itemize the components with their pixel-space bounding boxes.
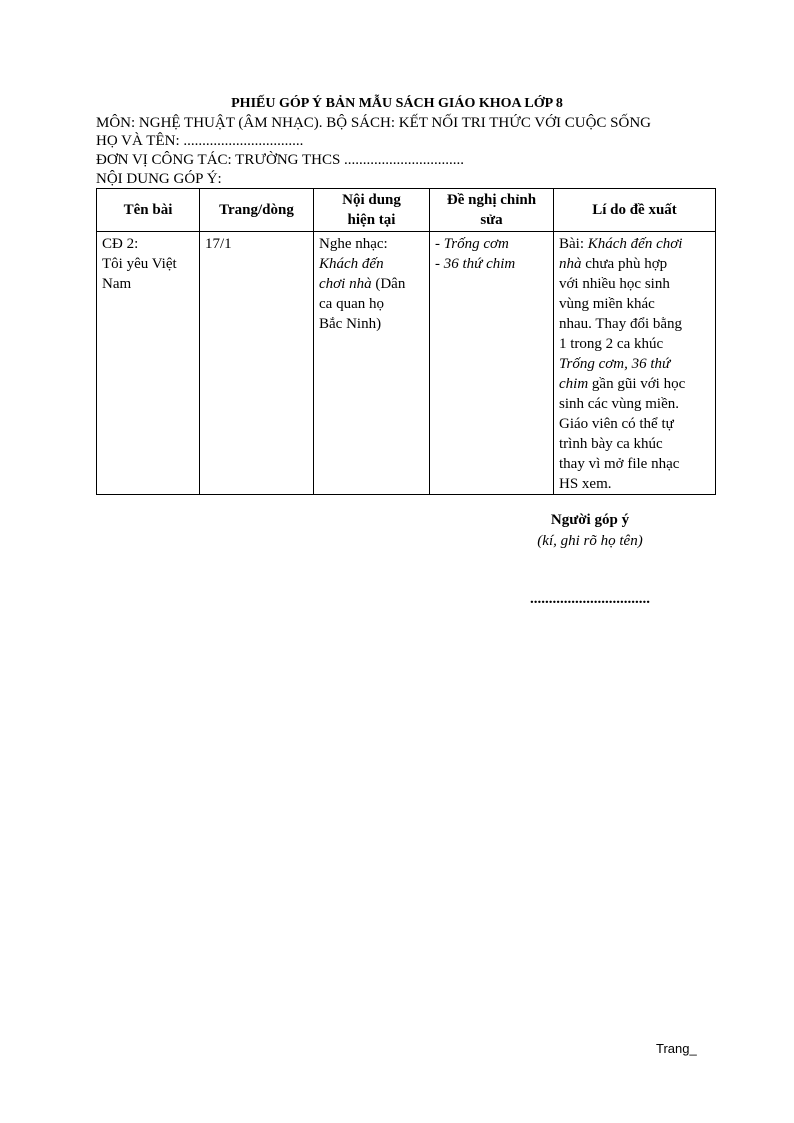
content-l2: Khách đến bbox=[319, 256, 384, 272]
fullname-line: HỌ VÀ TÊN: ................................ bbox=[96, 133, 304, 149]
reason-k: gần gũi với học bbox=[588, 376, 686, 392]
header-suggested-edit-l1: Đề nghị chỉnh bbox=[446, 192, 537, 208]
header-page-line: Trang/dòng bbox=[200, 189, 314, 232]
table-header-row bbox=[97, 189, 716, 232]
content-l5: Bắc Ninh) bbox=[319, 316, 382, 332]
table-row bbox=[97, 232, 716, 495]
header-reason: Lí do đề xuất bbox=[554, 189, 716, 232]
reason-m: Giáo viên có thể tự bbox=[559, 416, 674, 432]
signature-line: ................................ bbox=[530, 591, 650, 607]
reason-p: HS xem. bbox=[559, 476, 612, 492]
feedback-table bbox=[96, 188, 716, 495]
reason-l: sinh các vùng miền. bbox=[559, 396, 679, 412]
lesson-name-l2: Tôi yêu Việt bbox=[102, 256, 177, 272]
reason-f: vùng miền khác bbox=[559, 296, 655, 312]
workplace-line: ĐƠN VỊ CÔNG TÁC: TRƯỜNG THCS ................................ bbox=[96, 152, 465, 168]
content-l4: ca quan họ bbox=[319, 296, 384, 312]
suggest-1: Trống cơm bbox=[443, 236, 509, 252]
cell-lesson-name bbox=[97, 232, 200, 495]
content-l3a: chơi nhà bbox=[319, 276, 372, 292]
reason-i: Trống cơm, 36 thứ bbox=[559, 356, 671, 372]
header-current-content bbox=[314, 189, 430, 232]
signer-note: (kí, ghi rõ họ tên) bbox=[537, 533, 643, 549]
suggest-1-prefix: - bbox=[435, 236, 444, 252]
lesson-name-l3: Nam bbox=[102, 276, 132, 292]
cell-current-content bbox=[314, 232, 430, 495]
page-number-footer: Trang_ bbox=[656, 1041, 697, 1056]
content-l3b: (Dân bbox=[371, 276, 406, 292]
suggest-2: 36 thứ chim bbox=[443, 256, 516, 272]
header-suggested-edit bbox=[430, 189, 554, 232]
subject-line: MÔN: NGHỆ THUẬT (ÂM NHẠC). BỘ SÁCH: KẾT NỐI TRI THỨC VỚI CUỘC SỐNG bbox=[96, 115, 651, 131]
reason-b: Khách đến chơi bbox=[587, 236, 683, 252]
reason-d: chưa phù hợp bbox=[581, 256, 668, 272]
header-suggested-edit-l2: sửa bbox=[480, 212, 503, 228]
header-current-content-l1: Nội dung bbox=[342, 192, 401, 208]
header-lesson-name: Tên bài bbox=[97, 189, 200, 232]
cell-suggested-edit bbox=[430, 232, 554, 495]
reason-e: với nhiều học sinh bbox=[559, 276, 670, 292]
reason-j: chim bbox=[559, 376, 589, 392]
content-l1: Nghe nhạc: bbox=[319, 236, 388, 252]
suggest-2-prefix: - bbox=[435, 256, 444, 272]
signer-role: Người góp ý bbox=[550, 512, 630, 528]
cell-reason bbox=[554, 232, 716, 495]
reason-h: 1 trong 2 ca khúc bbox=[559, 336, 664, 352]
page-title: PHIẾU GÓP Ý BẢN MẪU SÁCH GIÁO KHOA LỚP 8 bbox=[231, 96, 563, 111]
lesson-name-l1: CĐ 2: bbox=[102, 236, 139, 252]
reason-o: thay vì mở file nhạc bbox=[559, 456, 680, 472]
feedback-content-label: NỘI DUNG GÓP Ý: bbox=[96, 171, 222, 187]
reason-a: Bài: bbox=[559, 236, 588, 252]
reason-c: nhà bbox=[559, 256, 582, 272]
cell-page-line: 17/1 bbox=[200, 232, 314, 495]
header-current-content-l2: hiện tại bbox=[347, 212, 396, 228]
reason-n: trình bày ca khúc bbox=[559, 436, 663, 452]
reason-g: nhau. Thay đổi bằng bbox=[559, 316, 683, 332]
